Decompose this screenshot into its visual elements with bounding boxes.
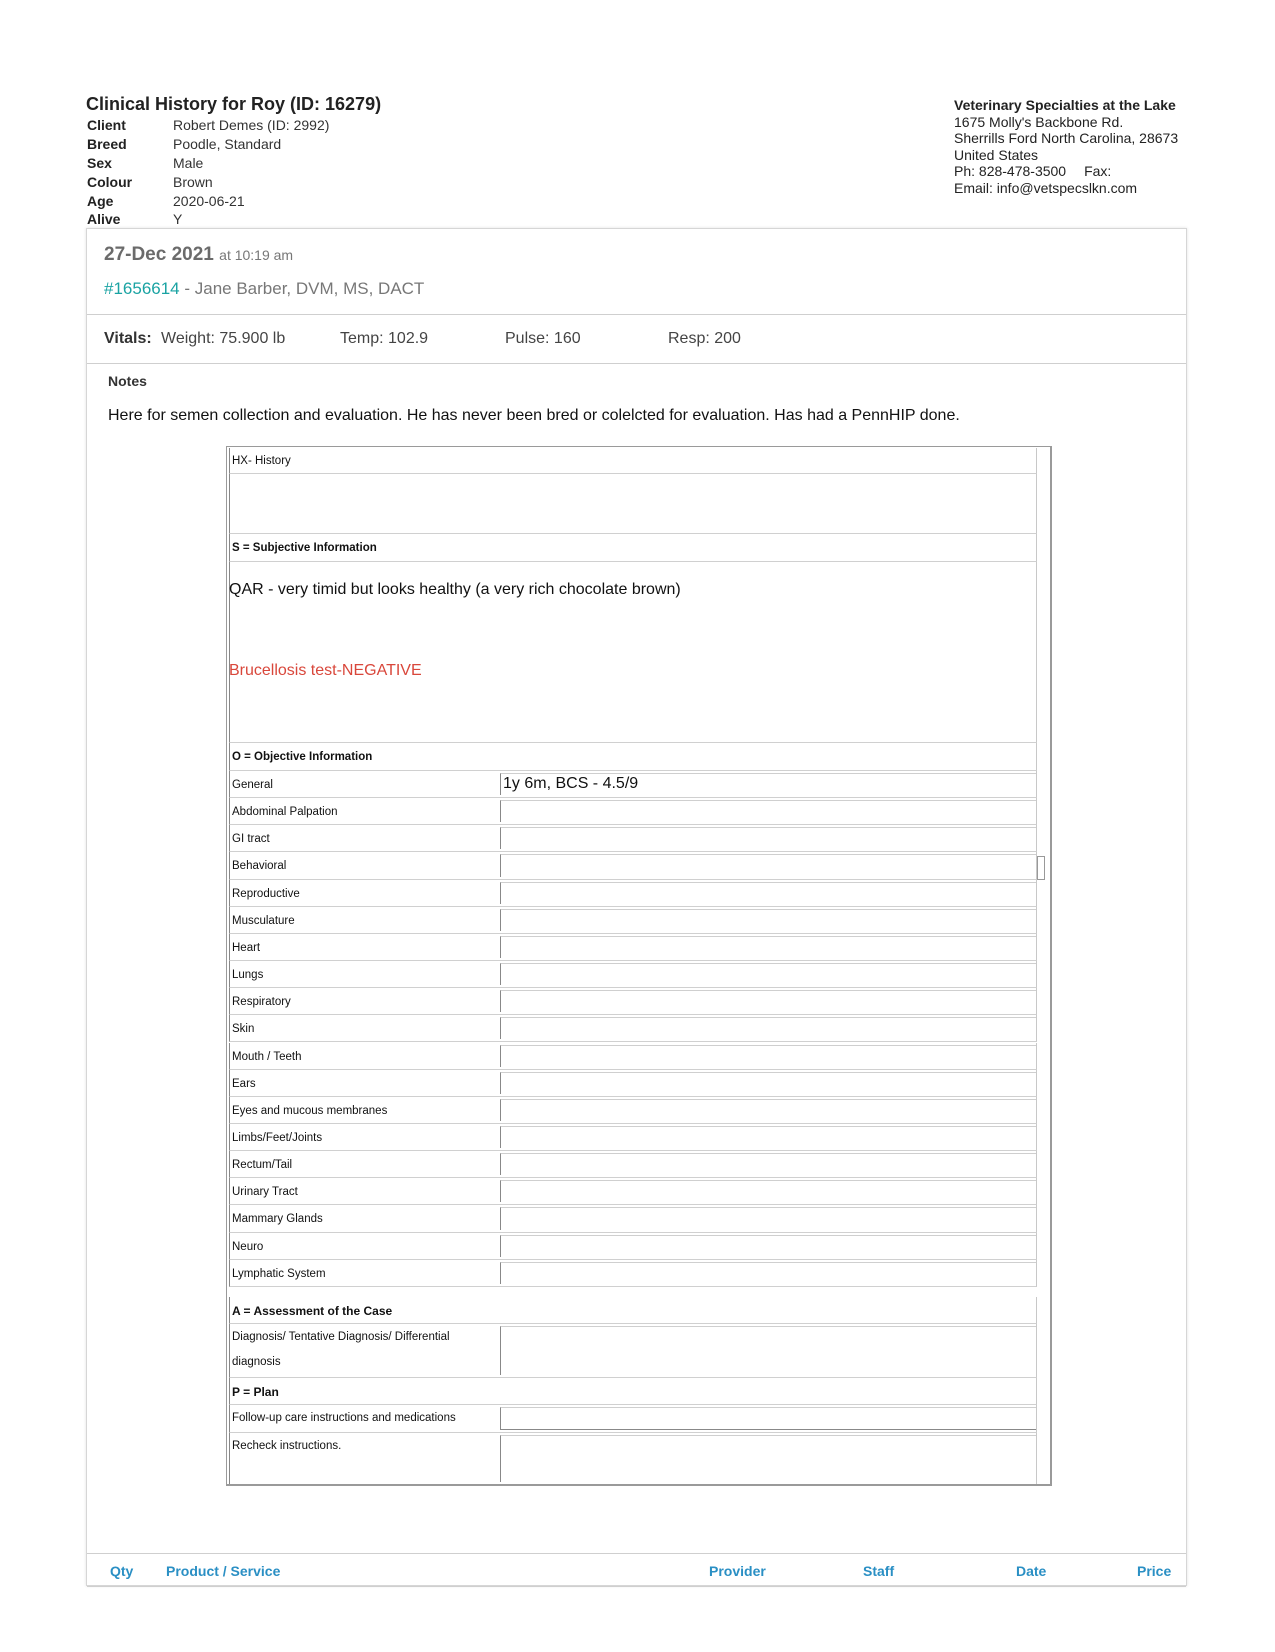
col-date: Date bbox=[1016, 1563, 1047, 1579]
diagnosis-field[interactable] bbox=[500, 1326, 1036, 1375]
objective-row-field[interactable] bbox=[500, 827, 1036, 849]
objective-row-label: Lungs bbox=[232, 969, 264, 982]
clinic-country: United States bbox=[954, 146, 1039, 163]
objective-row bbox=[229, 771, 1037, 798]
objective-row-field[interactable] bbox=[500, 1262, 1036, 1284]
recheck-label: Recheck instructions. bbox=[232, 1440, 342, 1452]
objective-row bbox=[229, 1233, 1037, 1260]
objective-row-label: Respiratory bbox=[232, 996, 291, 1009]
objective-row bbox=[229, 1151, 1037, 1178]
objective-row bbox=[229, 961, 1037, 988]
objective-row-field[interactable] bbox=[500, 1072, 1036, 1094]
objective-row-field[interactable] bbox=[500, 1017, 1036, 1039]
soap-history-body bbox=[229, 474, 1037, 534]
objective-row-field[interactable] bbox=[500, 773, 1036, 795]
age-value: 2020-06-21 bbox=[173, 193, 245, 209]
visit-separator: - bbox=[179, 279, 195, 298]
clinic-address-line2: Sherrills Ford North Carolina, 28673 bbox=[954, 130, 1179, 146]
col-product-service: Product / Service bbox=[166, 1563, 281, 1579]
card-divider-vitals bbox=[87, 363, 1186, 364]
objective-row-field[interactable] bbox=[500, 909, 1036, 931]
objective-row-label: GI tract bbox=[232, 833, 270, 846]
clinic-address-block bbox=[954, 97, 1178, 196]
objective-row-label: Skin bbox=[232, 1023, 255, 1036]
soap-subjective-heading: S = Subjective Information bbox=[232, 542, 377, 554]
alive-label: Alive bbox=[87, 211, 121, 227]
col-price: Price bbox=[1137, 1563, 1172, 1579]
objective-row-label: Rectum/Tail bbox=[232, 1159, 293, 1172]
objective-row-field[interactable] bbox=[500, 854, 1036, 876]
soap-followup-row bbox=[229, 1405, 1037, 1433]
objective-row-field[interactable] bbox=[500, 1180, 1036, 1202]
clinic-phone: Ph: 828-478-3500 bbox=[954, 163, 1067, 179]
objective-row-label: Abdominal Palpation bbox=[232, 806, 338, 819]
objective-row bbox=[229, 1015, 1037, 1042]
visit-date-text: 27-Dec 2021 bbox=[104, 244, 214, 265]
notes-heading: Notes bbox=[108, 373, 147, 389]
objective-row-label: Heart bbox=[232, 941, 261, 954]
diagnosis-label-line2: diagnosis bbox=[232, 1356, 281, 1368]
breed-label: Breed bbox=[87, 136, 127, 152]
objective-row-label: Mammary Glands bbox=[232, 1213, 323, 1226]
soap-history-heading: HX- History bbox=[232, 455, 291, 467]
col-staff: Staff bbox=[863, 1563, 895, 1579]
clinic-address-line1: 1675 Molly's Backbone Rd. bbox=[954, 113, 1124, 130]
objective-row bbox=[229, 880, 1037, 907]
vitals-label: Vitals: bbox=[104, 330, 152, 347]
sex-label: Sex bbox=[87, 155, 112, 171]
objective-row-field[interactable] bbox=[500, 1099, 1036, 1121]
objective-row-field[interactable] bbox=[500, 990, 1036, 1012]
vitals-row bbox=[104, 330, 804, 350]
objective-row-label: Musculature bbox=[232, 914, 295, 927]
followup-field[interactable] bbox=[500, 1407, 1036, 1430]
objective-row-field[interactable] bbox=[500, 800, 1036, 822]
subjective-text-brucellosis: Brucellosis test-NEGATIVE bbox=[229, 662, 422, 679]
objective-row-field[interactable] bbox=[500, 963, 1036, 985]
visit-date bbox=[104, 244, 293, 266]
recheck-field[interactable] bbox=[500, 1435, 1036, 1482]
clinic-name: Veterinary Specialties at the Lake bbox=[954, 97, 1176, 113]
objective-row-label: Reproductive bbox=[232, 887, 300, 900]
page-title: Clinical History for Roy (ID: 16279) bbox=[86, 94, 382, 114]
vitals-temp: Temp: 102.9 bbox=[340, 330, 429, 347]
soap-subjective-header-row bbox=[229, 534, 1037, 562]
vitals-weight: Weight: 75.900 lb bbox=[161, 330, 286, 347]
col-qty: Qty bbox=[110, 1563, 134, 1579]
objective-row-label: Neuro bbox=[232, 1240, 264, 1253]
client-label: Client bbox=[87, 117, 126, 133]
objective-row bbox=[229, 1043, 1037, 1070]
sex-value: Male bbox=[173, 155, 204, 171]
objective-row-field[interactable] bbox=[500, 1235, 1036, 1257]
objective-row bbox=[229, 1260, 1037, 1287]
notes-text: Here for semen collection and evaluation. He has never been bred or colelcted for evaluation. Has had a PennHIP done. bbox=[108, 407, 960, 424]
breed-value: Poodle, Standard bbox=[173, 136, 282, 152]
objective-row bbox=[229, 852, 1037, 879]
soap-diagnosis-row bbox=[229, 1324, 1037, 1378]
soap-plan-heading: P = Plan bbox=[232, 1385, 279, 1399]
objective-row-field[interactable] bbox=[500, 1126, 1036, 1148]
soap-plan-header-row bbox=[229, 1378, 1037, 1405]
objective-row-label: Behavioral bbox=[232, 860, 287, 873]
objective-row bbox=[229, 825, 1037, 852]
objective-row bbox=[229, 907, 1037, 934]
visit-time: at 10:19 am bbox=[219, 247, 294, 263]
objective-row bbox=[229, 934, 1037, 961]
followup-label: Follow-up care instructions and medications bbox=[232, 1412, 456, 1424]
card-divider-top bbox=[87, 314, 1186, 315]
client-value: Robert Demes (ID: 2992) bbox=[173, 117, 330, 133]
objective-row bbox=[229, 798, 1037, 825]
diagnosis-label-line1: Diagnosis/ Tentative Diagnosis/ Differential bbox=[232, 1331, 450, 1343]
soap-objective-header-row bbox=[229, 743, 1037, 771]
objective-row-label: Lymphatic System bbox=[232, 1267, 326, 1280]
objective-row bbox=[229, 1124, 1037, 1151]
age-label: Age bbox=[87, 193, 114, 209]
clinic-phone-line bbox=[954, 163, 1178, 180]
objective-row-field[interactable] bbox=[500, 1153, 1036, 1175]
field-resize-handle[interactable] bbox=[1037, 856, 1045, 880]
billing-divider-top bbox=[87, 1553, 1186, 1554]
soap-assessment-heading: A = Assessment of the Case bbox=[232, 1304, 393, 1318]
vitals-pulse: Pulse: 160 bbox=[505, 330, 581, 347]
objective-row-field[interactable] bbox=[500, 1045, 1036, 1067]
objective-row bbox=[229, 1070, 1037, 1097]
objective-row bbox=[229, 1205, 1037, 1232]
objective-row-label: Ears bbox=[232, 1077, 256, 1090]
objective-row-field[interactable] bbox=[500, 882, 1036, 904]
visit-provider: Jane Barber, DVM, MS, DACT bbox=[194, 279, 425, 298]
visit-provider-line bbox=[104, 279, 424, 299]
objective-row-field[interactable] bbox=[500, 936, 1036, 958]
clinic-fax: Fax: bbox=[1084, 163, 1112, 179]
colour-label: Colour bbox=[87, 174, 133, 190]
clinic-email[interactable]: Email: info@vetspecslkn.com bbox=[954, 179, 1138, 196]
objective-row-value: 1y 6m, BCS - 4.5/9 bbox=[503, 775, 639, 792]
objective-row bbox=[229, 988, 1037, 1015]
objective-row-label: Mouth / Teeth bbox=[232, 1050, 302, 1063]
soap-assessment-header-row bbox=[229, 1297, 1037, 1324]
objective-row-field[interactable] bbox=[500, 1207, 1036, 1229]
col-provider: Provider bbox=[709, 1563, 766, 1579]
alive-value: Y bbox=[173, 211, 183, 227]
objective-row-label: General bbox=[232, 779, 273, 791]
vitals-resp: Resp: 200 bbox=[668, 330, 741, 347]
objective-row-label: Urinary Tract bbox=[232, 1186, 298, 1199]
soap-recheck-row bbox=[229, 1433, 1037, 1484]
soap-objective-heading: O = Objective Information bbox=[232, 751, 373, 763]
objective-row bbox=[229, 1097, 1037, 1124]
objective-row-label: Limbs/Feet/Joints bbox=[232, 1131, 323, 1144]
billing-divider-bottom bbox=[87, 1586, 1186, 1587]
colour-value: Brown bbox=[173, 174, 213, 190]
subjective-text-qar: QAR - very timid but looks healthy (a very rich chocolate brown) bbox=[229, 581, 681, 598]
objective-row bbox=[229, 1178, 1037, 1205]
objective-row-label: Eyes and mucous membranes bbox=[232, 1104, 388, 1117]
visit-id-link[interactable]: #1656614 bbox=[104, 279, 180, 298]
soap-history-header-row bbox=[229, 448, 1037, 474]
